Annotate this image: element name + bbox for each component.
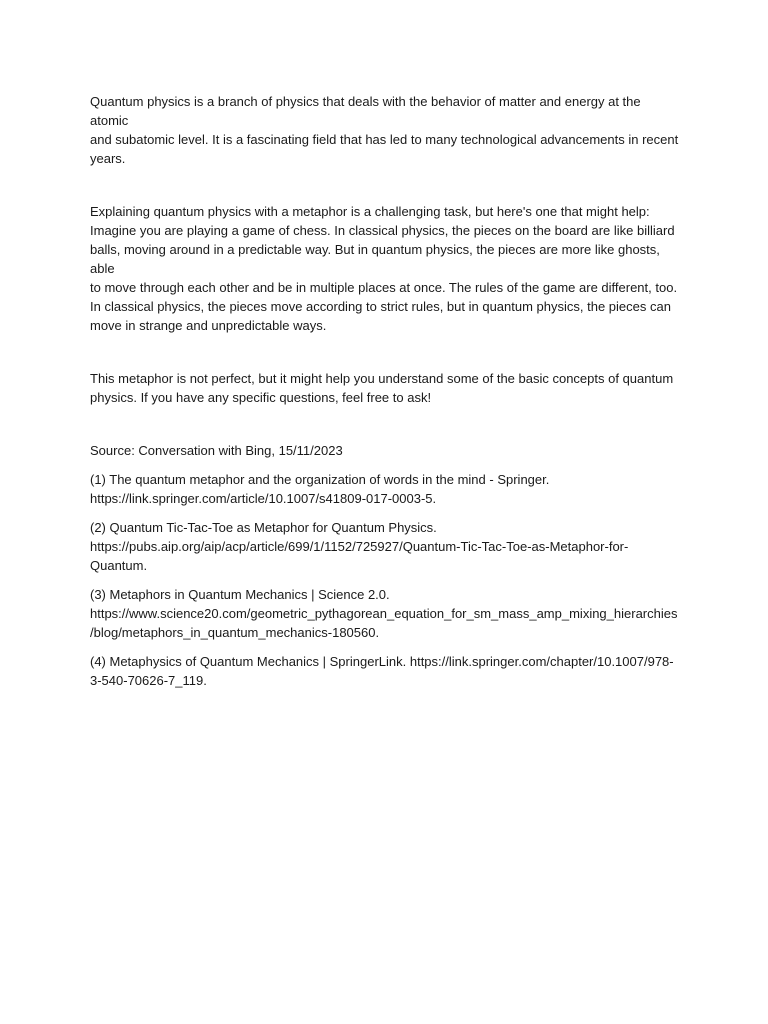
reference-item-1: (1) The quantum metaphor and the organization of words in the mind - Springer. https://link.springer.com/article/10.1007/s41809-017-0003-5. — [90, 472, 550, 506]
closing-paragraph: This metaphor is not perfect, but it might help you understand some of the basic concepts of quantum physics. If you have any specific questions, feel free to ask! — [90, 371, 674, 405]
reference-item-2: (2) Quantum Tic-Tac-Toe as Metaphor for Quantum Physics. https://pubs.aip.org/aip/acp/article/699/1/1152/725927/Quantum-Tic-Tac-Toe-as-Metaphor-for- Quantum. — [90, 520, 629, 573]
metaphor-paragraph: Explaining quantum physics with a metaphor is a challenging task, but here's one that might help: Imagine you are playing a game of chess. In classical physics, the pieces on the board are like billiard balls, moving around in a predictable way. But in quantum physics, the pieces are more like ghosts, able to move through each other and be in multiple places at once. The rules of the game are different, too. In classical physics, the pieces move according to strict rules, but in quantum physics, the pieces can move in strange and unpredictable ways. — [90, 204, 678, 333]
intro-paragraph: Quantum physics is a branch of physics that deals with the behavior of matter and energy at the atomic and subatomic level. It is a fascinating field that has led to many technological advancements in recent years. — [90, 94, 679, 166]
reference-list — [90, 470, 680, 690]
reference-item-4: (4) Metaphysics of Quantum Mechanics | SpringerLink. https://link.springer.com/chapter/10.1007/978- 3-540-70626-7_119. — [90, 654, 674, 688]
document-body — [90, 92, 680, 700]
reference-item-3: (3) Metaphors in Quantum Mechanics | Science 2.0. https://www.science20.com/geometric_pythagorean_equation_for_sm_mass_amp_mixing_hierarchies /blog/metaphors_in_quantum_mechanics-180560. — [90, 587, 678, 640]
source-line: Source: Conversation with Bing, 15/11/2023 — [90, 443, 343, 458]
